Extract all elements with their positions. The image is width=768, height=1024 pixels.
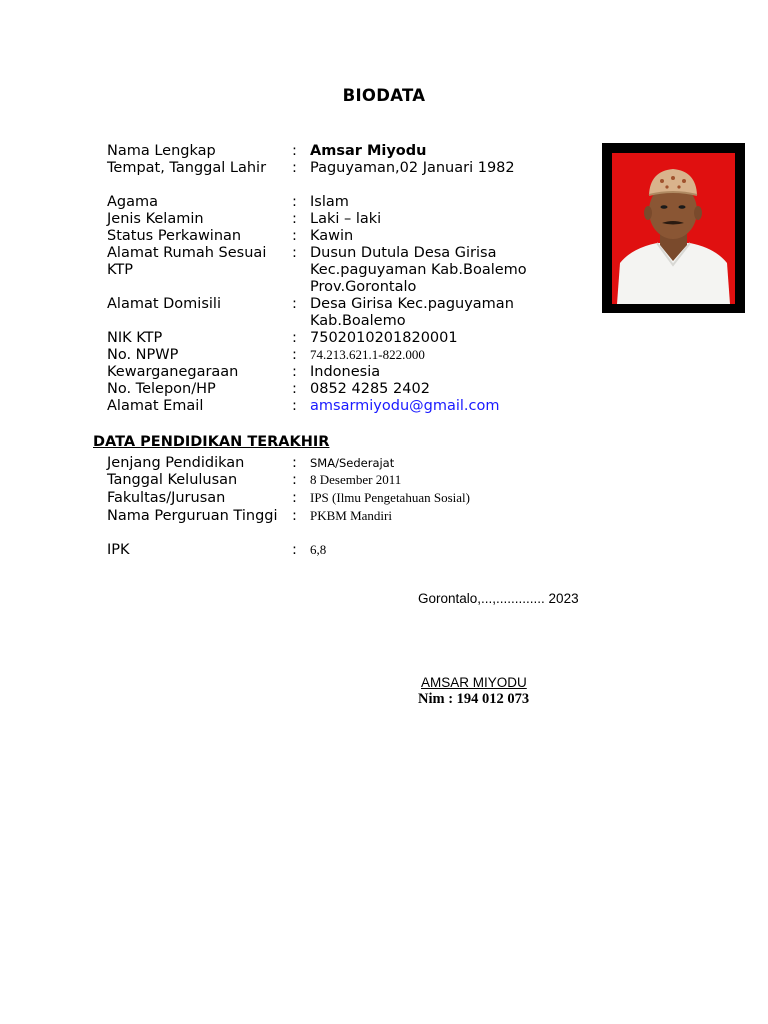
field-separator: : xyxy=(292,508,297,524)
field-value: Amsar Miyodu xyxy=(310,143,427,159)
field-value: Desa Girisa Kec.paguyaman Kab.Boalemo xyxy=(310,296,514,329)
field-value: Kawin xyxy=(310,228,354,244)
field-label: Nama Lengkap xyxy=(107,143,216,159)
field-value: SMA/Sederajat xyxy=(310,456,395,470)
field-label: Jenjang Pendidikan xyxy=(107,455,245,471)
field-separator: : xyxy=(292,160,297,176)
field-separator: : xyxy=(292,490,297,506)
field-label: Nama Perguruan Tinggi xyxy=(107,508,278,524)
field-separator: : xyxy=(292,245,297,261)
field-label: IPK xyxy=(107,542,130,558)
field-value: 7502010201820001 xyxy=(310,330,458,346)
field-value: Paguyaman,02 Januari 1982 xyxy=(310,160,515,176)
field-separator: : xyxy=(292,194,297,210)
field-label: Agama xyxy=(107,194,159,210)
field-separator: : xyxy=(292,542,297,558)
field-separator: : xyxy=(292,364,297,380)
field-separator: : xyxy=(292,296,297,312)
field-label: Alamat Email xyxy=(107,398,204,414)
email-link[interactable]: amsarmiyodu@gmail.com xyxy=(310,398,500,414)
field-label: Fakultas/Jurusan xyxy=(107,490,226,506)
field-label: Alamat Domisili xyxy=(107,296,221,312)
field-separator: : xyxy=(292,381,297,397)
field-separator: : xyxy=(292,398,297,414)
field-separator: : xyxy=(292,347,297,363)
field-value: PKBM Mandiri xyxy=(310,508,392,523)
field-separator: : xyxy=(292,455,297,471)
signature-name: AMSAR MIYODU xyxy=(421,675,527,690)
field-value: 74.213.621.1-822.000 xyxy=(310,347,425,362)
profile-photo-frame xyxy=(602,143,745,313)
page-title: BIODATA xyxy=(342,86,426,105)
profile-photo xyxy=(612,153,735,304)
field-value: Laki – laki xyxy=(310,211,382,227)
field-value: Indonesia xyxy=(310,364,381,380)
field-label: Tempat, Tanggal Lahir xyxy=(107,160,267,176)
field-separator: : xyxy=(292,228,297,244)
field-label: No. NPWP xyxy=(107,347,179,363)
field-label: NIK KTP xyxy=(107,330,163,346)
field-value: 6,8 xyxy=(310,542,327,557)
field-separator: : xyxy=(292,330,297,346)
field-value: IPS (Ilmu Pengetahuan Sosial) xyxy=(310,490,470,505)
field-label: Kewarganegaraan xyxy=(107,364,239,380)
field-separator: : xyxy=(292,143,297,159)
field-value: 0852 4285 2402 xyxy=(310,381,430,397)
place-date: Gorontalo,...,............. 2023 xyxy=(418,591,579,606)
field-label: Tanggal Kelulusan xyxy=(107,472,238,488)
field-value: 8 Desember 2011 xyxy=(310,472,402,487)
field-label: Status Perkawinan xyxy=(107,228,242,244)
field-separator: : xyxy=(292,472,297,488)
field-value: Dusun Dutula Desa Girisa Kec.paguyaman Kab.Boalemo Prov.Gorontalo xyxy=(310,245,527,295)
section-heading-education: DATA PENDIDIKAN TERAKHIR xyxy=(93,434,330,450)
field-label: Jenis Kelamin xyxy=(107,211,204,227)
signature-nim: Nim : 194 012 073 xyxy=(418,691,530,707)
field-value: Islam xyxy=(310,194,349,210)
person-portrait-icon xyxy=(612,153,735,304)
field-separator: : xyxy=(292,211,297,227)
field-label: Alamat Rumah Sesuai KTP xyxy=(107,245,267,278)
field-label: No. Telepon/HP xyxy=(107,381,216,397)
